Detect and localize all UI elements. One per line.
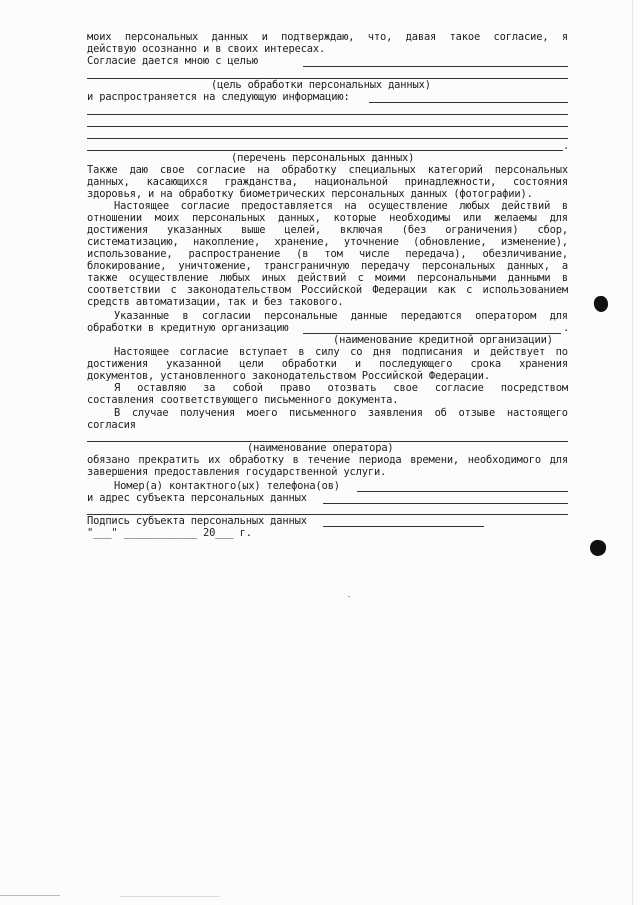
revoke-line-1 [114, 382, 568, 394]
word: за [203, 382, 216, 394]
word: блокирование, [87, 260, 167, 272]
word: Также [87, 164, 118, 176]
word: хранение, [274, 236, 330, 248]
word: на [344, 200, 357, 212]
word: настоящего [506, 407, 568, 419]
word: согласие [434, 382, 484, 394]
word: обработку [229, 454, 284, 466]
word: об [434, 407, 447, 419]
word: данных, [507, 260, 550, 272]
scan-edge-shadow [632, 0, 633, 905]
word: действует [490, 346, 546, 358]
word: персональных [421, 260, 496, 272]
word: Федерации [372, 284, 428, 296]
word: которые [333, 212, 377, 224]
special-cat-line-1 [87, 164, 568, 176]
info-field-line-5[interactable] [87, 150, 563, 151]
punch-hole-mark [589, 539, 608, 558]
scan-edge-mark [120, 896, 220, 897]
special-cat-line-2 [87, 176, 568, 188]
word: персональными [417, 272, 497, 284]
word: иных [261, 272, 286, 284]
word: Настоящее [114, 200, 169, 212]
stop-processing-line-2: завершения предоставления государственной услуги. [87, 466, 387, 478]
purpose-field-line[interactable] [303, 66, 568, 67]
word: трансграничную [263, 260, 350, 272]
word: и [261, 31, 268, 43]
word: необходимы [389, 212, 451, 224]
word: в [561, 200, 568, 212]
word: даю [129, 164, 148, 176]
word: подписания [401, 346, 463, 358]
word: со [350, 346, 363, 358]
word: цели [239, 358, 264, 370]
word: посредством [500, 382, 568, 394]
scan-speck [348, 596, 350, 597]
revoke-line-2: составления соответствующего письменного документа. [87, 394, 399, 406]
word: силу [315, 346, 340, 358]
validity-line-1 [114, 346, 568, 358]
word: отношении [87, 212, 142, 224]
word: осуществление [128, 272, 209, 284]
info-field-line-4[interactable] [87, 138, 568, 139]
word: действий [297, 272, 347, 284]
word: персональных [494, 164, 568, 176]
word: по [555, 346, 568, 358]
word: любых [459, 200, 490, 212]
word: персональных [124, 31, 199, 43]
word: что, [367, 31, 393, 43]
consent-line-1 [87, 31, 568, 43]
word: согласие [179, 346, 229, 358]
word: для [549, 454, 568, 466]
word: отзыве [458, 407, 496, 419]
date-line: "___" ____________ 20___ г. [87, 527, 252, 539]
word: достижения [87, 358, 149, 370]
word: в [182, 310, 189, 322]
word: согласие, [493, 31, 549, 43]
credit-org-caption: (наименование кредитной организации) [333, 334, 553, 346]
word: указанной [166, 358, 222, 370]
info-field-line-3[interactable] [87, 126, 568, 127]
word: в [561, 272, 568, 284]
word: желаемы [494, 212, 537, 224]
word: изменение), [500, 236, 568, 248]
signature-label: Подпись субъекта персональных данных [87, 515, 307, 527]
word: оставляю [137, 382, 187, 394]
word: на [257, 164, 270, 176]
word: для [549, 310, 568, 322]
word: уничтожение, [178, 260, 252, 272]
word: систематизацию, [87, 236, 179, 248]
word: периода [358, 454, 402, 466]
word: соответствии [87, 284, 161, 296]
validity-line-2 [87, 358, 568, 370]
word: включая [340, 224, 383, 236]
word: с [357, 272, 364, 284]
signature-field-line[interactable] [323, 526, 484, 527]
word: принадлежности, [404, 176, 497, 188]
word: оператором [475, 310, 537, 322]
word: письменного [289, 407, 357, 419]
word: свое [393, 382, 418, 394]
stop-processing-line-1 [87, 454, 568, 466]
operator-caption: (наименование оператора) [247, 442, 394, 454]
word: предоставляется [241, 200, 333, 212]
word: с [466, 284, 473, 296]
special-cat-line-3: здоровья, и на обработку биометрических персональных данных (фотографии). [87, 188, 533, 200]
word: собой [232, 382, 263, 394]
actions-line-8 [87, 284, 568, 296]
purpose-caption: (цель обработки персональных данных) [211, 79, 431, 91]
word: передача), [405, 248, 467, 260]
word: указанных [167, 224, 222, 236]
purpose-label: Согласие дается мною с целью [87, 55, 258, 67]
word: данных [211, 31, 249, 43]
word: как [437, 284, 456, 296]
word: числе [358, 248, 390, 260]
word: национальной [314, 176, 388, 188]
word: персональных [191, 212, 266, 224]
word: и [354, 358, 361, 370]
word: передаются [400, 310, 462, 322]
word: прекратить [138, 454, 200, 466]
word: течение [307, 454, 351, 466]
word: давая [405, 31, 437, 43]
info-caption: (перечень персональных данных) [231, 152, 415, 164]
word: с [170, 284, 177, 296]
actions-line-3 [87, 224, 568, 236]
word: том [324, 248, 343, 260]
word: любых [219, 272, 251, 284]
word: категорий [427, 164, 483, 176]
word: достижения [87, 224, 149, 236]
word: а [561, 260, 568, 272]
word: согласии [201, 310, 251, 322]
word: специальных [348, 164, 416, 176]
word: осуществление [368, 200, 448, 212]
transfer-end-dot: . [563, 322, 570, 334]
word: отозвать [327, 382, 377, 394]
word: данные [350, 310, 388, 322]
word: данных, [87, 176, 130, 188]
word: для [549, 212, 568, 224]
validity-line-3: документов, установленного законодательством Российской Федерации. [87, 370, 490, 382]
address-label: и адрес субъекта персональных данных [87, 492, 307, 504]
word: действий [501, 200, 551, 212]
word: в [292, 454, 299, 466]
word: моих [154, 212, 180, 224]
word: вступает [238, 346, 288, 358]
actions-line-4 [87, 236, 568, 248]
word: передачу [361, 260, 410, 272]
word: Я [114, 382, 121, 394]
word: гражданства, [224, 176, 298, 188]
word: обезличивание, [482, 248, 568, 260]
word: хранения [519, 358, 568, 370]
phone-label: Номер(а) контактного(ых) телефона(ов) [114, 480, 340, 492]
word: последующего [379, 358, 453, 370]
word: распространение [188, 248, 281, 260]
word: или [462, 212, 482, 224]
word: ограничения) [445, 224, 519, 236]
word: Указанные [114, 310, 169, 322]
word: моими [375, 272, 406, 284]
word: В [114, 407, 121, 419]
actions-line-5 [87, 248, 568, 260]
word: обработку [281, 164, 337, 176]
address-field-line[interactable] [323, 503, 568, 504]
info-field-line-2[interactable] [87, 114, 568, 115]
word: времени, [410, 454, 460, 466]
word: моих [87, 31, 112, 43]
word: согласие [180, 200, 230, 212]
word: выше [240, 224, 266, 236]
word: я [561, 31, 568, 43]
word: использованием [482, 284, 568, 296]
scan-edge-mark [0, 895, 60, 896]
word: данных, [278, 212, 321, 224]
word: (обновление, [413, 236, 487, 248]
info-scope-label: и распространяется на следующую информацию: [87, 91, 350, 103]
punch-hole-mark [593, 295, 609, 313]
word: свое [159, 164, 185, 176]
word: (без [401, 224, 427, 236]
phone-field-line[interactable] [357, 491, 568, 492]
word: подтверждаю, [281, 31, 355, 43]
word: персональные [264, 310, 338, 322]
word: сбор, [537, 224, 568, 236]
word: их [208, 454, 221, 466]
word: моего [246, 407, 278, 419]
word: (в [296, 248, 309, 260]
word: законодательством [186, 284, 291, 296]
transfer-line-1 [114, 310, 568, 322]
info-field-line-1[interactable] [369, 102, 568, 103]
word: уточнение [343, 236, 399, 248]
actions-line-9: средств автоматизации, так и без такового. [87, 296, 344, 308]
word: Настоящее [114, 346, 169, 358]
word: состояния [513, 176, 568, 188]
word: заявления [367, 407, 423, 419]
revoke-line-3 [114, 407, 568, 419]
word: случае [131, 407, 169, 419]
word: срока [470, 358, 501, 370]
word: использование, [87, 248, 173, 260]
info-end-dot: . [563, 140, 570, 152]
word: целей, [284, 224, 322, 236]
word: право [279, 382, 311, 394]
word: Российской [300, 284, 363, 296]
word: дня [372, 346, 392, 358]
consent-line-2: действую осознанно и в своих интересах. [87, 43, 326, 55]
word: необходимого [467, 454, 541, 466]
word: получения [180, 407, 236, 419]
word: касающихся [146, 176, 208, 188]
word: согласие [196, 164, 246, 176]
actions-line-6 [87, 260, 568, 272]
word: в [298, 346, 305, 358]
word: и [473, 346, 480, 358]
actions-line-2 [87, 212, 568, 224]
transfer-line-2: обработки в кредитную организацию [87, 322, 289, 334]
word: такое [449, 31, 481, 43]
actions-line-7 [87, 272, 568, 284]
word: данными [507, 272, 551, 284]
word: обработки [281, 358, 337, 370]
word: накопление, [192, 236, 261, 248]
word: обязано [87, 454, 130, 466]
revoke-line-4: согласия [87, 419, 136, 431]
word: также [87, 272, 118, 284]
actions-line-1 [114, 200, 568, 212]
